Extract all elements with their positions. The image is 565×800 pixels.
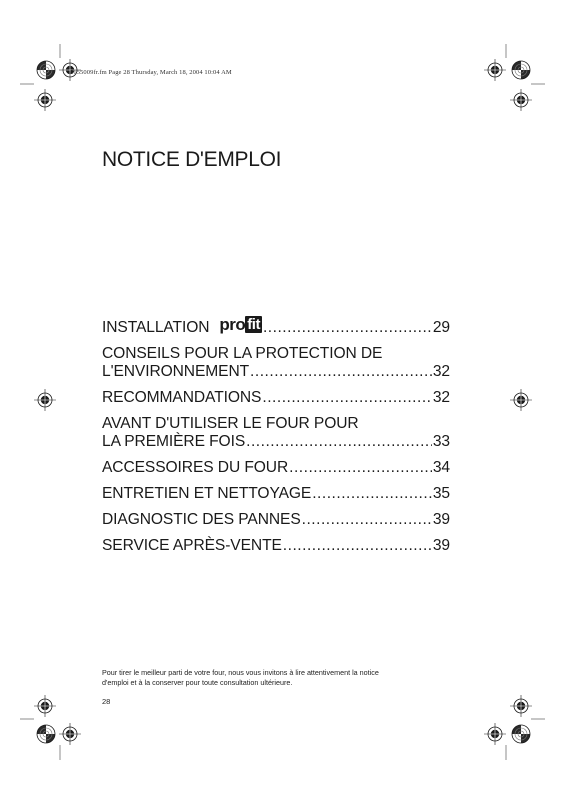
- registration-mark-icon: [512, 61, 530, 79]
- registration-mark-icon: [484, 59, 506, 81]
- toc-entry-maintenance[interactable]: [102, 485, 450, 503]
- toc-entry-accessories[interactable]: [102, 459, 450, 477]
- print-info-line: 5655009fr.fm Page 28 Thursday, March 18, 2004 10:04 AM: [70, 69, 232, 76]
- toc-entry-label-line2: L'ENVIRONNEMENT: [102, 363, 250, 380]
- toc-entry-page: 39: [432, 537, 450, 554]
- toc-entry-installation[interactable]: [102, 315, 450, 337]
- registration-mark-icon: [510, 695, 532, 717]
- toc-entry-page: 33: [432, 433, 450, 450]
- toc-entry-page: 29: [432, 319, 450, 336]
- toc-entry-label: ACCESSOIRES DU FOUR: [102, 459, 289, 476]
- toc-entry-label-line2: LA PREMIÈRE FOIS: [102, 433, 246, 450]
- toc-entry-first-use[interactable]: [102, 415, 450, 451]
- toc-entry-label: AVANT D'UTILISER LE FOUR POUR: [102, 415, 359, 432]
- toc-entry-label: CONSEILS POUR LA PROTECTION DE: [102, 345, 383, 362]
- registration-mark-icon: [34, 89, 56, 111]
- footnote-line-2: d'emploi et à la conserver pour toute consultation ultérieure.: [102, 678, 293, 687]
- registration-mark-icon: [34, 695, 56, 717]
- toc-entry-label: RECOMMANDATIONS: [102, 389, 262, 406]
- dot-leader: [302, 511, 432, 529]
- dot-leader: [246, 433, 432, 451]
- registration-mark-icon: [59, 723, 81, 745]
- dot-leader: [250, 363, 432, 381]
- registration-mark-icon: [510, 389, 532, 411]
- dot-leader: [283, 537, 432, 555]
- toc-entry-recommendations[interactable]: [102, 389, 450, 407]
- toc-entry-label: ENTRETIEN ET NETTOYAGE: [102, 485, 312, 502]
- toc-entry-label: SERVICE APRÈS-VENTE: [102, 537, 282, 554]
- toc-entry-page: 32: [432, 363, 450, 380]
- dot-leader: [262, 389, 431, 407]
- dot-leader: [312, 485, 432, 503]
- registration-mark-icon: [484, 723, 506, 745]
- toc-entry-page: 32: [432, 389, 450, 406]
- registration-mark-icon: [512, 725, 530, 743]
- table-of-contents: [102, 315, 450, 563]
- toc-entry-label: DIAGNOSTIC DES PANNES: [102, 511, 301, 528]
- toc-entry-troubleshooting[interactable]: [102, 511, 450, 529]
- profit-logo: [219, 316, 262, 333]
- registration-mark-icon: [34, 389, 56, 411]
- registration-mark-icon: [510, 89, 532, 111]
- toc-entry-environment[interactable]: [102, 345, 450, 381]
- logo-part-fit: fit: [247, 316, 260, 333]
- toc-entry-page: 34: [432, 459, 450, 476]
- logo-part-pro: pro: [219, 315, 246, 334]
- dot-leader: [263, 319, 432, 337]
- registration-mark-icon: [37, 61, 55, 79]
- page-title: NOTICE D'EMPLOI: [102, 148, 282, 171]
- toc-entry-page: 35: [432, 485, 450, 502]
- footnote-line-1: Pour tirer le meilleur parti de votre four, nous vous invitons à lire attentivement la notice: [102, 668, 379, 677]
- toc-entry-label: INSTALLATION: [102, 319, 210, 336]
- toc-entry-page: 39: [432, 511, 450, 528]
- toc-entry-after-sales[interactable]: [102, 537, 450, 555]
- footnote: [102, 668, 462, 688]
- page-number: 28: [102, 697, 111, 706]
- dot-leader: [289, 459, 432, 477]
- registration-mark-icon: [37, 725, 55, 743]
